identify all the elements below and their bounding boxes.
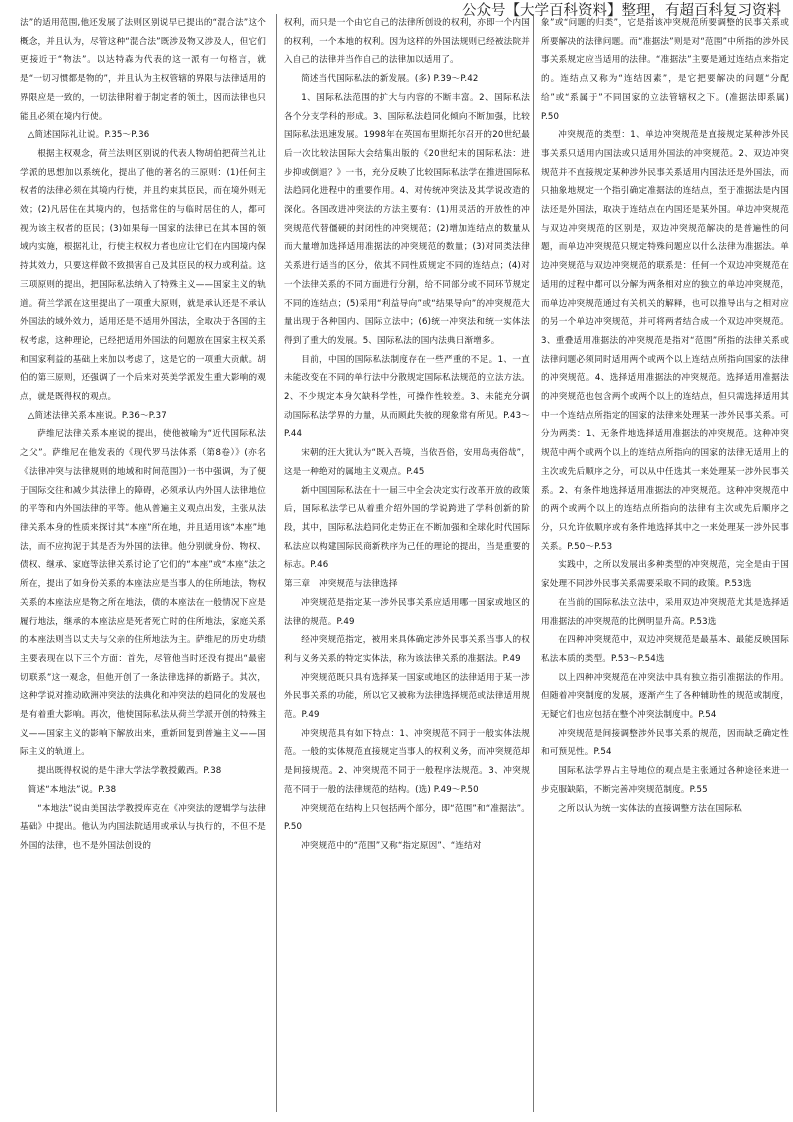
paragraph: 冲突规范是指定某一涉外民事关系应适用哪一国家或地区的法律的规范。P.49 [284, 597, 530, 627]
paragraph: 权利，而只是一个由它自己的法律所创设的权利，亦即一个内国的权利，一个本地的权利。因为这样的外国法规则已经被法院并入自己的法律并当作自己的法律加以适用了。 [284, 18, 530, 66]
paragraph: 1、国际私法范围的扩大与内容的不断丰富。2、国际私法各个分支学科的形成。3、国际私法趋同化倾向不断加强，比较国际私法迅速发展。1998年在英国布里斯托尔召开的20世纪最后一次比较法国际大会结集出版的《20世纪末的国际私法：进步抑或倒退？》一书，充分反映了比较国际私法学在推进国际私法趋同化进程中的重要作用。4、对传统冲突法及其学说改造的深化。各国改进冲突法的方法主要有：(1)用灵活的开放性的冲突规范代替僵硬的封闭性的冲突规范；(2)增加连结点的数量从而大量增加选择适用准据法的冲突规范的数量；(3)对同类法律关系进行适当的区分，依其不同性质规定不同的连结点；(4)对一个法律关系的不同方面进行分割，给不同部分或不同环节规定不同的连结点；(5)采用“利益导向”或“结果导向”的冲突规范大量出现于各种国内、国际立法中；(6)统一冲突法和统一实体法得到了重大的发展。5、国际私法的国内法典日渐增多。 [284, 92, 530, 346]
paragraph: 在四种冲突规范中，双边冲突规范是最基本、最能反映国际私法本质的类型。P.53～P.54选 [541, 635, 789, 664]
text-column-3 [533, 14, 789, 1112]
paragraph: 简述当代国际私法的新发展。(多) P.39～P.42 [301, 74, 479, 85]
paragraph: 冲突规范的类型：1、单边冲突规范是直接规定某种涉外民事关系只适用内国法或只适用外国法的冲突规范。2、双边冲突规范并不直接规定某种涉外民事关系适用内国法还是外国法，而只抽象地规定一个指引确定准据法的连结点，至于准据法是内国法还是外国法，取决于连结点在内国还是某外国。单边冲突规范与双边冲突规范的区别是，双边冲突规范解决的是普遍性的问题，而单边冲突规范只规定特殊问题应以什么法律为准据法。单边冲突规范与双边冲突规范的联系是：任何一个双边冲突规范在适用的过程中都可以分解为两条相对应的独立的单边冲突规范，而单边冲突规范通过有关机关的解释，也可以推导出与之相对应的另一个单边冲突规范，并可将两者结合成一个双边冲突规范。3、重叠适用准据法的冲突规范是指对“范围”所指的法律关系或法律问题必须同时适用两个或两个以上连结点所指向国家的法律的冲突规范。4、选择适用准据法的冲突规范。选择适用准据法的冲突规范也包含两个或两个以上的连结点，但只需选择适用其中一个连结点所指定的国家的法律来处理某一涉外民事关系。可分为两类：1、无条件地选择适用准据法的冲突规范。这种冲突规范中两个或两个以上的连结点所指向的国家的法律无适用上的主次或先后顺序之分，可以从中任选其一来处理某一涉外民事关系。2、有条件地选择适用准据法的冲突规范。这种冲突规范中的两个或两个以上的连结点所指向的法律有主次或先后顺序之分，只允许依顺序或有条件地选择其中之一来处理某一涉外民事关系。P.50～P.53 [541, 130, 789, 552]
paragraph: 冲突规范既只具有选择某一国家或地区的法律适用于某一涉外民事关系的功能，所以它又被称为法律选择规范或法律适用规范。P.49 [284, 672, 530, 721]
paragraph: 萨维尼法律关系本座说的提出，使他被喻为“近代国际私法之父”。萨维尼在他发表的《现代罗马法体系（第8卷）》(亦名《法律冲突与法律规则的地域和时间范围》)一书中强调，为了便于国际交往和减少其法律上的障碍，必须承认内外国人法律地位的平等和内外国法律的平等。他从普遍主义观点出发，主张从法律关系本身的性质来探讨其“本座”所在地，并且适用该“本座”地法，而不应拘泥于其是否为外国的法律。他分别就身份、物权、债权、继承、家庭等法律关系讨论了它们的“本座”或“本座”法之所在，提出了如身份关系的本座法应是当事人的住所地法，物权关系的本座法应是物之所在地法，债的本座法在一般情况下应是履行地法，继承的本座法应是死者死亡时的住所地法，家庭关系的本座法则当以丈夫与父亲的住所地法为主。萨维尼的历史功绩主要表现在以下三个方面：首先，尽管他当时还没有提出“最密切联系”这一观念，但他开创了一条法律选择的新路子。其次，这种学说对推动欧洲冲突法的法典化和冲突法的趋同化的发展也是有着重大影响。再次，他使国际私法从荷兰学派开创的特殊主义——国家主义的影响下解放出来，重新回复到普遍主义——国际主义的轨道上。 [20, 429, 266, 758]
chapter-heading: 第三章 冲突规范与法律选择 [284, 579, 398, 590]
paragraph: 冲突规范在结构上只包括两个部分，即“范围”和“准据法”。P.50 [284, 803, 530, 833]
section-heading: 简述“本地法”说。P.38 [27, 784, 117, 795]
paragraph: 宋朝的汪大犹认为“既入吾境，当依吾俗，安用岛夷俗哉”，这是一种绝对的属地主义观点。P.45 [284, 448, 530, 477]
paragraph: 冲突规范中的“范围”又称“指定原因”、“连结对 [301, 840, 482, 851]
text-column-1 [20, 14, 266, 1112]
paragraph: 实践中，之所以发展出多种类型的冲突规范，完全是由于国家处理不同涉外民事关系需要采取不同的政策。P.53选 [541, 560, 789, 590]
paragraph: “本地法”说由美国法学教授库克在《冲突法的逻辑学与法律基础》中提出。他认为内国法院适用或承认与执行的，不但不是外国的法律，也不是外国法创设的 [20, 803, 266, 851]
paragraph: 冲突规范是间接调整涉外民事关系的规范，因而缺乏确定性和可预见性。P.54 [541, 728, 789, 758]
paragraph: 提出既得权说的是牛津大学法学教授戴西。P.38 [37, 766, 222, 777]
paragraph: 经冲突规范指定，被用来具体确定涉外民事关系当事人的权利与义务关系的特定实体法，称为该法律关系的准据法。P.49 [284, 635, 530, 664]
paragraph: 新中国国际私法在十一届三中全会决定实行改革开放的政策后，国际私法学已从着重介绍外国的学说跨进了学科创新的阶段，其中，国际私法趋同化走势正在不断加强和全球化时代国际私法应以构建国际民商新秩序为己任的理论的提出，当是重要的标志。P.46 [284, 485, 530, 571]
paragraph: 在当前的国际私法立法中，采用双边冲突规范尤其是选择适用准据法的冲突规范的比例明显升高。P.53选 [541, 597, 789, 627]
watermark-text: 公众号【大学百科资料】整理，有超百科复习资料 [458, 0, 785, 22]
paragraph: 象”或“问题的归类”，它是指该冲突规范所要调整的民事关系或所要解决的法律问题。而“准据法”则是对“范围”中所指的涉外民事关系规定应当适用的法律。“准据法”主要是通过连结点来指定的。连结点又称为“连结因素”，是它把要解决的问题“分配给”或“系属于”不同国家的立法管辖权之下。(准据法即系属) P.50 [541, 18, 789, 122]
paragraph: 根据主权观念，荷兰法则区别说的代表人物胡伯把荷兰礼让学派的思想加以系统化，提出了他的著名的三原则：(1)任何主权者的法律必须在其境内行使，并且约束其臣民，而在境外则无效；(2)凡居住在其境内的，包括常住的与临时居住的人，都可视为该主权者的臣民；(3)如果每一国家的法律已在其本国的领域内实施，根据礼让，行使主权权力者也应让它们在内国境内保持其效力，只要这样做不致损害自己及其臣民的权力或利益。这三项原则的提出，把国际私法纳入了特殊主义——国家主义的轨道。荷兰学派在这里提出了一项重大原则，就是承认还是不承认外国法的域外效力，适用还是不适用外国法，全取决于各国的主权考虑，这种理论，已经把适用外国法的问题放在国家主权关系和国家利益的基础上来加以考虑了，这是它的一项重大贡献。胡伯的第三原则，还强调了一个后来对英美学派发生重大影响的观点，就是既得权的观点。 [20, 148, 266, 403]
section-heading: △简述国际礼让说。P.35～P.36 [27, 130, 150, 141]
section-heading: △简述法律关系本座说。P.36～P.37 [27, 410, 167, 421]
paragraph: 目前，中国的国际私法制度存在一些严重的不足。1、一直未能改变在不同的单行法中分散规定国际私法规范的立法方法。2、不少规定本身欠缺科学性，可操作性较差。3、未能充分调动国际私法学界的力量，从而顾此失彼的现象常有所见。P.43～P.44 [284, 354, 530, 440]
paragraph: 国际私法学界占主导地位的观点是主张通过各种途径来进一步克服缺陷，不断完善冲突规范制度。P.55 [541, 766, 789, 795]
paragraph: 之所以认为统一实体法的直接调整方法在国际私 [558, 803, 742, 814]
text-column-2 [276, 14, 530, 1112]
paragraph: 冲突规范具有如下特点：1、冲突规范不同于一般实体法规范。一般的实体规范直接规定当事人的权利义务，而冲突规范却是间接规范。2、冲突规范不同于一般程序法规范。3、冲突规范不同于一般的法律规范的结构。(选) P.49～P.50 [284, 728, 530, 795]
paragraph: 法”的适用范围,他还发展了法则区别说早已提出的“混合法”这个概念，并且认为，尽管这种“混合法”既涉及物又涉及人，但它们更接近于“物法”。以达特森为代表的这一派有一句格言，就是“一切习惯都是物的”，并且认为主权管辖的界限与法律适用的界限应是一致的，一切法律附着于制定者的领土，因而法律也只能且必须在境内行使。 [20, 18, 266, 122]
paragraph: 以上四种冲突规范在冲突法中具有独立指引准据法的作用。但随着冲突制度的发展，逐渐产生了各种辅助性的规范或制度，无疑它们也应包括在整个冲突法制度中。P.54 [541, 672, 789, 721]
